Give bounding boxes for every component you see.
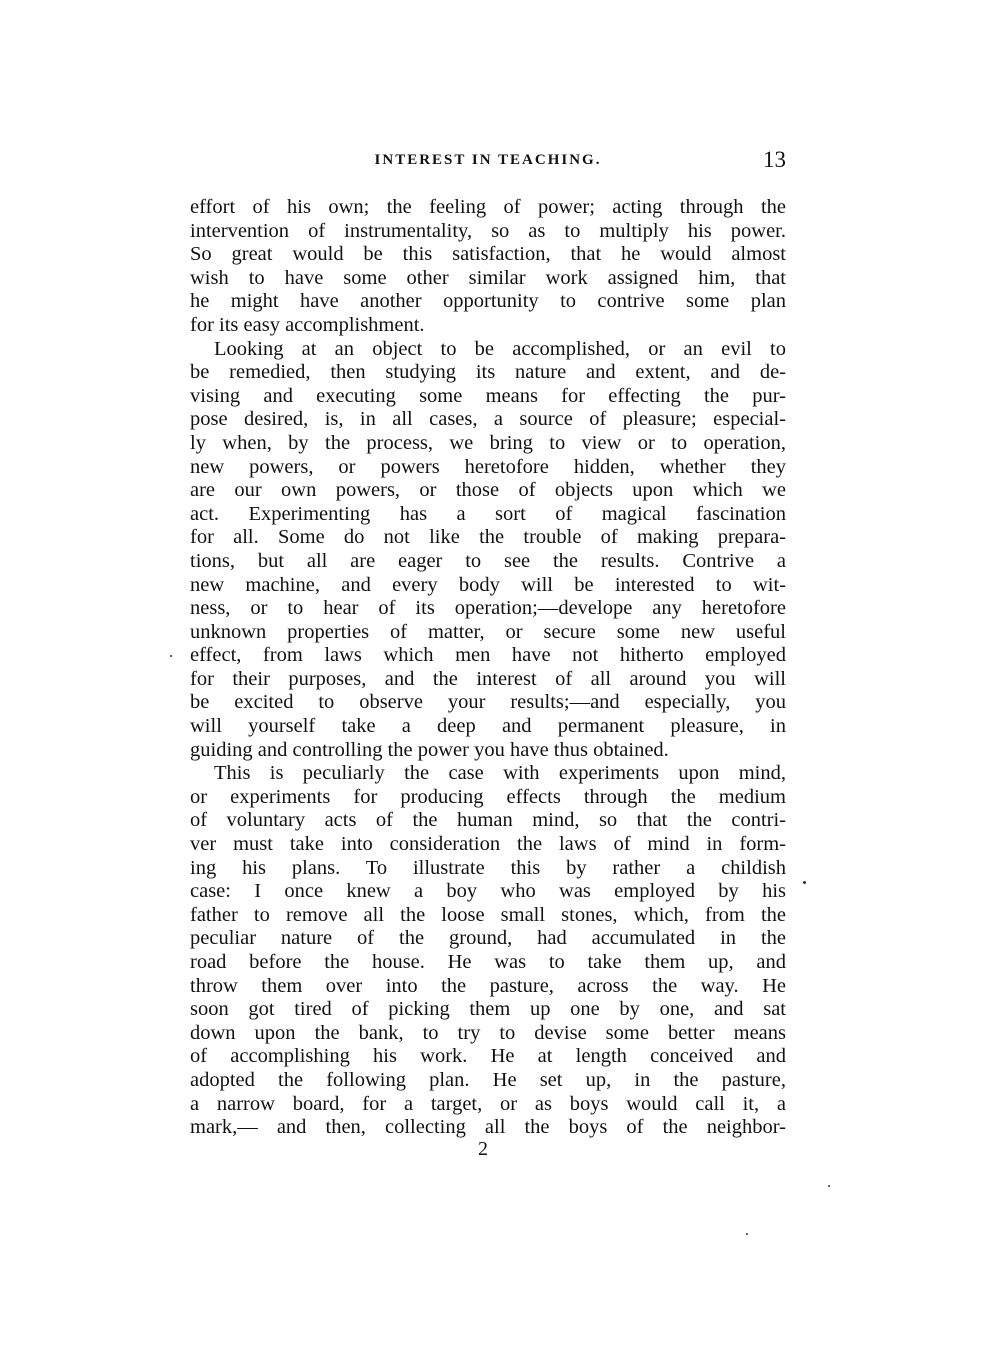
- text-line: ness, or to hear of its operation;—develope any heretofore: [190, 597, 786, 620]
- running-head: INTEREST IN TEACHING.: [374, 152, 602, 168]
- page-header: [190, 147, 786, 175]
- text-line: effort of his own; the feeling of power; acting through the: [190, 196, 786, 218]
- signature-mark: 2: [478, 1138, 488, 1160]
- text-line: Looking at an object to be accomplished, or an evil to: [214, 337, 786, 360]
- text-line: or experiments for producing effects through the medium: [190, 785, 786, 808]
- text-line: new machine, and every body will be interested to wit-: [190, 573, 786, 596]
- page-number: 13: [763, 147, 786, 172]
- text-line: will yourself take a deep and permanent pleasure, in: [190, 715, 786, 738]
- text-line: down upon the bank, to try to devise some better means: [190, 1021, 786, 1044]
- text-line: act. Experimenting has a sort of magical fascination: [190, 502, 786, 525]
- text-line: ing his plans. To illustrate this by rather a childish: [190, 856, 786, 879]
- text-line: father to remove all the loose small stones, which, from the: [190, 903, 786, 926]
- text-line: pose desired, is, in all cases, a source of pleasure; especial-: [190, 408, 786, 431]
- text-line: mark,— and then, collecting all the boys of the neighbor-: [190, 1116, 786, 1139]
- text-line: ly when, by the process, we bring to view or to operation,: [190, 431, 786, 454]
- ink-speck: [803, 881, 806, 884]
- text-line: intervention of instrumentality, so as to multiply his power.: [190, 219, 786, 242]
- text-line: This is peculiarly the case with experiments upon mind,: [214, 762, 786, 785]
- text-line: be excited to observe your results;—and especially, you: [190, 691, 786, 714]
- text-line: for all. Some do not like the trouble of making prepara-: [190, 526, 786, 549]
- text-line: new powers, or powers heretofore hidden, whether they: [190, 455, 786, 478]
- text-line: throw them over into the pasture, across the way. He: [190, 974, 786, 997]
- text-line: adopted the following plan. He set up, in the pasture,: [190, 1068, 786, 1091]
- text-line: So great would be this satisfaction, that he would almost: [190, 243, 786, 266]
- text-line: unknown properties of matter, or secure some new useful: [190, 620, 786, 643]
- text-line: a narrow board, for a target, or as boys would call it, a: [190, 1092, 786, 1115]
- text-line: ver must take into consideration the laws of mind in form-: [190, 833, 786, 856]
- text-line: road before the house. He was to take them up, and: [190, 951, 786, 973]
- text-line: tions, but all are eager to see the results. Contrive a: [190, 549, 786, 572]
- body-text: [190, 196, 786, 1140]
- text-line: of voluntary acts of the human mind, so that the contri-: [190, 809, 786, 832]
- text-line: soon got tired of picking them up one by one, and sat: [190, 998, 786, 1021]
- text-line: for their purposes, and the interest of all around you will: [190, 667, 786, 690]
- text-line: are our own powers, or those of objects upon which we: [190, 479, 786, 502]
- text-line: be remedied, then studying its nature and extent, and de-: [190, 361, 786, 384]
- text-line: vising and executing some means for effecting the pur-: [190, 384, 786, 407]
- text-line: peculiar nature of the ground, had accumulated in the: [190, 927, 786, 950]
- ink-speck: [746, 1233, 748, 1235]
- ink-speck: [828, 1185, 830, 1187]
- text-line: of accomplishing his work. He at length conceived and: [190, 1045, 786, 1068]
- text-line: guiding and controlling the power you have thus obtained.: [190, 738, 669, 761]
- text-line: he might have another opportunity to contrive some plan: [190, 290, 786, 313]
- text-line: effect, from laws which men have not hitherto employed: [190, 644, 786, 667]
- text-line: case: I once knew a boy who was employed by his: [190, 880, 786, 903]
- text-line: wish to have some other similar work assigned him, that: [190, 266, 786, 289]
- ink-speck: [170, 655, 172, 657]
- text-line: for its easy accomplishment.: [190, 313, 425, 336]
